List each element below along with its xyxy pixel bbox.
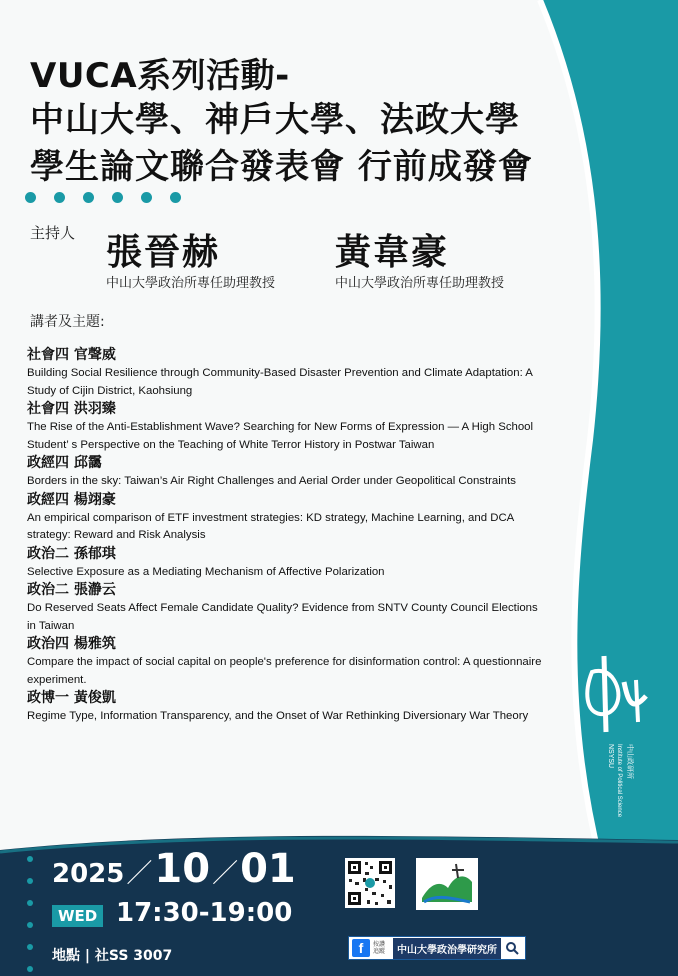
talk-item (27, 689, 547, 726)
talk-item (27, 635, 547, 689)
talk-topic: Building Social Resilience through Community-Based Disaster Prevention and Climate Adaptation: A Study of Cijin District, Kaohsiung (27, 367, 533, 397)
event-month: 10 (154, 846, 211, 892)
talk-topic: The Rise of the Anti-Establishment Wave? Searching for New Forms of Expression — A High School Student’ s Perspective on the Teaching of White Terror History in Postwar Taiwan (27, 421, 534, 451)
speaker-name: 社會四 官聲威 (27, 347, 116, 363)
host-name-1: 張晉赫 (106, 232, 221, 273)
logo-institute-text: Institute of Political Science (616, 744, 622, 818)
host-title-2: 中山大學政治所專任助理教授 (335, 276, 505, 291)
host-label: 主持人 (30, 224, 76, 242)
event-time: 17:30-19:00 (116, 898, 293, 928)
speakers-heading: 講者及主題: (30, 314, 105, 330)
event-date: 2025／10／01 (52, 846, 296, 892)
fb-follow-tag: 按讚追蹤 (373, 941, 386, 955)
nsysu-political-science-logo (580, 652, 655, 822)
talk-item (27, 581, 547, 635)
talk-item (27, 545, 547, 582)
speaker-name: 政經四 楊翊豪 (27, 491, 116, 508)
title-line-2: 中山大學、神戶大學、法政大學 (30, 100, 520, 140)
host-name-2: 黃韋豪 (335, 232, 450, 273)
logo-nsysu-text: NSYSU (607, 744, 614, 769)
talk-item (27, 491, 547, 545)
talk-item (27, 454, 547, 491)
talk-item (27, 400, 547, 454)
speaker-name: 政博一 黃俊凱 (27, 690, 116, 706)
event-venue: 地點 | 社SS 3007 (52, 948, 173, 964)
talk-topic: Borders in the sky: Taiwan’s Air Right Challenges and Aerial Order under Geopolitical Constraints (27, 475, 516, 487)
talk-topic: Compare the impact of social capital on people's preference for disinformation control: A questionnaire experiment. (27, 656, 542, 686)
qr-code[interactable] (345, 858, 395, 908)
talk-list (27, 346, 547, 726)
institute-logo (416, 858, 478, 910)
event-day: 01 (240, 846, 296, 892)
facebook-icon: f (352, 939, 370, 957)
speaker-name: 政治四 楊雅筑 (27, 636, 116, 652)
title-line-1: VUCA系列活動- (30, 56, 290, 96)
footer-dots (27, 856, 33, 976)
talk-topic: Do Reserved Seats Affect Female Candidate Quality? Evidence from SNTV County Council Elections in Taiwan (27, 602, 538, 632)
speaker-name: 社會四 洪羽臻 (27, 401, 116, 417)
host-title-1: 中山大學政治所專任助理教授 (106, 276, 276, 291)
speaker-name: 政經四 邱靄 (27, 455, 102, 471)
decorative-dots (25, 188, 199, 207)
search-icon (505, 941, 519, 955)
title-line-3: 學生論文聯合發表會 行前成發會 (30, 147, 533, 187)
speaker-name: 政治二 張瀞云 (27, 582, 116, 598)
facebook-page-link[interactable] (348, 936, 526, 960)
fb-page-name: 中山大學政治學研究所 (393, 938, 501, 959)
weekday-badge: WED (52, 905, 103, 927)
speaker-name: 政治二 孫郁琪 (27, 545, 116, 562)
talk-topic: An empirical comparison of ETF investment strategies: KD strategy, Machine Learning, and DCA strategy: Reward and Risk Analysis (27, 511, 514, 541)
logo-zh-text: 中山政研所 (626, 744, 634, 779)
talk-topic: Selective Exposure as a Mediating Mechanism of Affective Polarization (27, 565, 385, 578)
talk-topic: Regime Type, Information Transparency, and the Onset of War Rethinking Diversionary War Theory (27, 710, 529, 722)
event-year: 2025 (52, 859, 125, 889)
talk-item (27, 346, 547, 400)
